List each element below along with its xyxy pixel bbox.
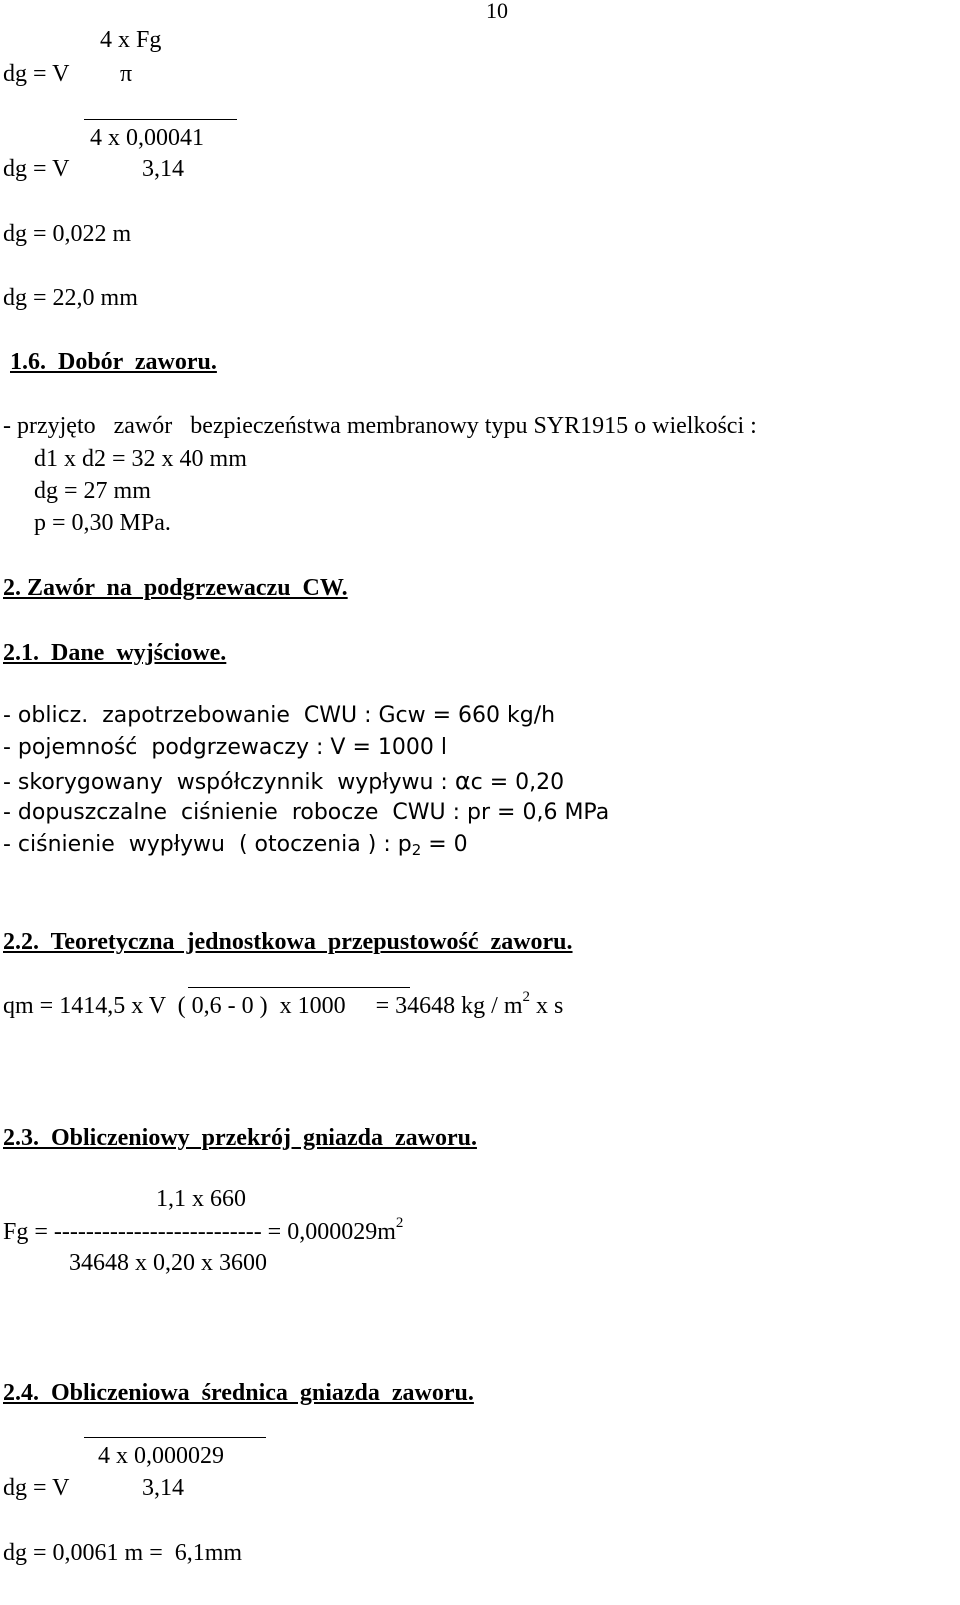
formula1b-lhs: dg = V [3, 156, 70, 182]
fg-numerator: 1,1 x 660 [156, 1186, 246, 1212]
data-line-5-subscript: 2 [411, 841, 422, 859]
result-dg-mm: dg = 22,0 mm [3, 285, 138, 311]
formula2-lhs: dg = V [3, 1475, 70, 1501]
formula1-root-bar [84, 119, 237, 120]
data-line-1: - oblicz. zapotrzebowanie CWU : Gcw = 660 kg/h [3, 703, 556, 728]
fg-denominator: 34648 x 0,20 x 3600 [69, 1250, 267, 1276]
result-dg-m: dg = 0,022 m [3, 221, 132, 247]
formula2-root-bar [84, 1437, 266, 1438]
data-line-2: - pojemność podgrzewaczy : V = 1000 l [3, 735, 447, 760]
fg-formula [3, 1215, 404, 1245]
section-2-3-heading: 2.3. Obliczeniowy przekrój gniazda zaworu. [3, 1125, 477, 1151]
formula1-lhs: dg = V [3, 61, 70, 87]
valve-line-1: - przyjęto zawór bezpieczeństwa membranowy typu SYR1915 o wielkości : [3, 413, 757, 439]
fg-superscript: 2 [395, 1215, 404, 1231]
data-line-3-value: c = 0,20 [470, 770, 565, 795]
valve-line-3: dg = 27 mm [34, 478, 151, 504]
section-1-6-heading: 1.6. Dobór zaworu. [10, 349, 217, 375]
section-2-1-heading: 2.1. Dane wyjściowe. [3, 640, 227, 666]
formula1-pi: π [120, 61, 133, 87]
section-2-heading: 2. Zawór na podgrzewaczu CW. [3, 575, 348, 601]
section-2-4-heading: 2.4. Obliczeniowa średnica gniazda zaworu. [3, 1380, 474, 1406]
formula1b-denominator: 3,14 [142, 156, 184, 182]
fg-formula-text: Fg = -------------------------- = 0,000029m [3, 1219, 396, 1245]
data-line-5-value: = 0 [421, 832, 468, 857]
qm-root-bar [188, 987, 410, 988]
valve-line-4: p = 0,30 MPa. [34, 510, 171, 536]
alpha-symbol: α [454, 767, 471, 795]
formula1-numerator: 4 x Fg [100, 27, 162, 53]
formula2-denominator: 3,14 [142, 1475, 184, 1501]
data-line-4: - dopuszczalne ciśnienie robocze CWU : pr = 0,6 MPa [3, 800, 610, 825]
qm-formula [3, 989, 564, 1019]
data-line-3-text: - skorygowany współczynnik wypływu : [3, 770, 455, 795]
qm-formula-text: qm = 1414,5 x V ( 0,6 - 0 ) x 1000 = 34648 kg / m [3, 993, 523, 1019]
data-line-3 [3, 769, 564, 794]
data-line-5-text: - ciśnienie wypływu ( otoczenia ) : p [3, 832, 412, 857]
page-number: 10 [486, 0, 508, 23]
section-2-2-heading: 2.2. Teoretyczna jednostkowa przepustowość zaworu. [3, 929, 573, 955]
formula1b-numerator: 4 x 0,00041 [90, 125, 204, 151]
formula2-numerator: 4 x 0,000029 [98, 1443, 224, 1469]
qm-superscript: 2 [522, 989, 531, 1005]
final-result: dg = 0,0061 m = 6,1mm [3, 1540, 243, 1566]
valve-line-2: d1 x d2 = 32 x 40 mm [34, 446, 247, 472]
qm-formula-tail: x s [530, 993, 564, 1019]
data-line-5 [3, 832, 468, 859]
